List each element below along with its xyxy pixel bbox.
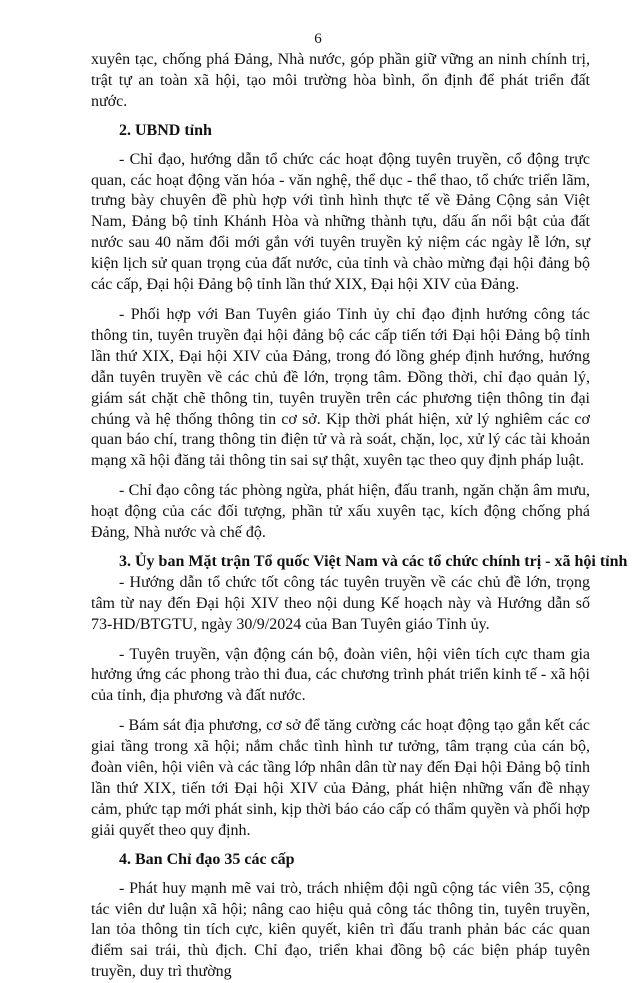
paragraph: - Bám sát địa phương, cơ sở để tăng cường các hoạt động tạo gắn kết các giai tầng trong xã hội; nắm chắc tình hình tư tưởng, tâm trạng của cán bộ, đoàn viên, hội viên và các tầng lớp nhân dân từ nay đến Đại hội Đảng bộ tỉnh lần thứ XIX, tiến tới Đại hội XIV của Đảng, phát hiện những vấn đề nhạy cảm, phức tạp mới phát sinh, kịp thời báo cáo cấp có thẩm quyền và phối hợp giải quyết theo quy định. (91, 717, 590, 839)
paragraph: - Hướng dẫn tổ chức tốt công tác tuyên truyền về các chủ đề lớn, trọng tâm từ nay đến Đại hội XIV theo nội dung Kế hoạch này và Hướng dẫn số 73-HD/BTGTU, ngày 30/9/2024 của Ban Tuyên giáo Tỉnh ủy. (91, 573, 590, 633)
page-number: 6 (314, 31, 322, 47)
section-4-heading: 4. Ban Chỉ đạo 35 các cấp (119, 850, 295, 868)
paragraph: - Chỉ đạo công tác phòng ngừa, phát hiện, đấu tranh, ngăn chặn âm mưu, hoạt động của các đối tượng, phần tử xấu xuyên tạc, kích động chống phá Đảng, Nhà nước và chế độ. (91, 482, 590, 542)
document-body (91, 50, 628, 983)
paragraph: - Phát huy mạnh mẽ vai trò, trách nhiệm đội ngũ cộng tác viên 35, cộng tác viên dư luận xã hội; nâng cao hiệu quả công tác thông tin, tuyên truyền, lan tỏa thông tin tích cực, kiên quyết, kiên trì đấu tranh phản bác các quan điểm sai trái, thù địch. Chỉ đạo, triển khai đồng bộ các biện pháp tuyên truyền, duy trì thường (91, 879, 590, 981)
section-3-heading: 3. Ủy ban Mặt trận Tổ quốc Việt Nam và các tổ chức chính trị - xã hội tỉnh (119, 552, 628, 570)
paragraph: xuyên tạc, chống phá Đảng, Nhà nước, góp phần giữ vững an ninh chính trị, trật tự an toàn xã hội, tạo môi trường hòa bình, ổn định để phát triển đất nước. (91, 51, 590, 110)
paragraph: - Phối hợp với Ban Tuyên giáo Tỉnh ủy chỉ đạo định hướng công tác thông tin, tuyên truyền đại hội đảng bộ các cấp tiến tới Đại hội Đảng bộ tỉnh lần thứ XIX, Đại hội XIV của Đảng, trong đó lồng ghép định hướng, hướng dẫn tuyên truyền về các chủ đề lớn, trọng tâm. Đồng thời, chỉ đạo quản lý, giám sát chặt chẽ thông tin, tuyên truyền trên các phương tiện thông tin đại chúng và hệ thống thông tin cơ sở. Kịp thời phát hiện, xử lý nghiêm các cơ quan báo chí, trang thông tin điện tử và rà soát, chặn, lọc, xử lý các tài khoản mạng xã hội đăng tải thông tin sai sự thật, xuyên tạc theo quy định pháp luật. (91, 305, 590, 470)
paragraph: - Chỉ đạo, hướng dẫn tổ chức các hoạt động tuyên truyền, cổ động trực quan, các hoạt động văn hóa - văn nghệ, thể dục - thể thao, tổ chức triển lãm, trưng bày chuyên đề phù hợp với tình hình thực tế về Đảng Cộng sản Việt Nam, Đảng bộ tỉnh Khánh Hòa và những thành tựu, dấu ấn nổi bật của đất nước sau 40 năm đổi mới gắn với tuyên truyền kỷ niệm các ngày lễ lớn, sự kiện lịch sử quan trọng của đất nước, của tỉnh và chào mừng đại hội đảng bộ các cấp, Đại hội Đảng bộ tỉnh lần thứ XIX, Đại hội XIV của Đảng. (91, 150, 590, 294)
section-2-heading: 2. UBND tỉnh (119, 121, 212, 139)
paragraph: - Tuyên truyền, vận động cán bộ, đoàn viên, hội viên tích cực tham gia hưởng ứng các phong trào thi đua, các chương trình phát triển kinh tế - xã hội của tỉnh, địa phương và đất nước. (91, 645, 590, 705)
